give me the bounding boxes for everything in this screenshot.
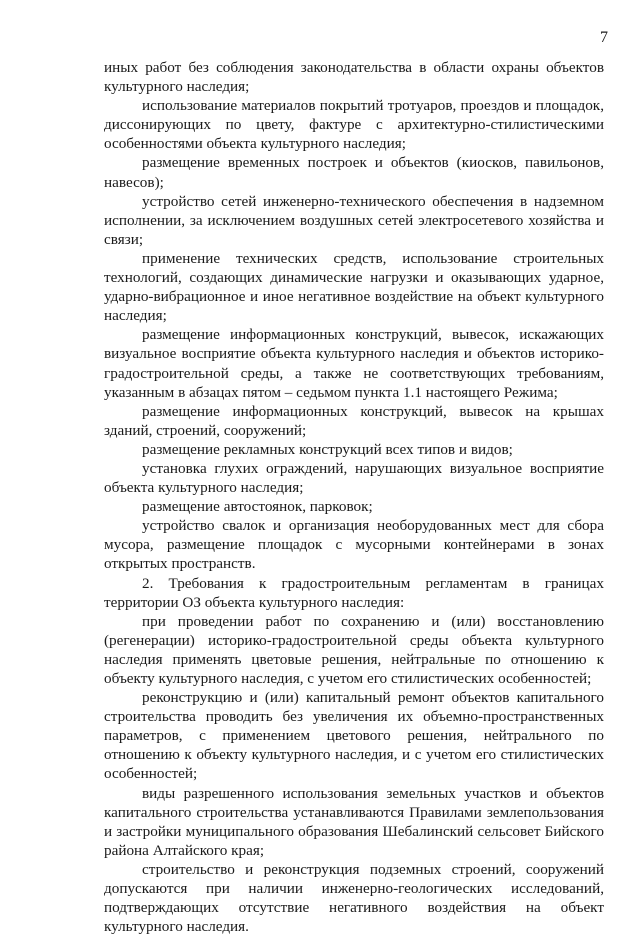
section-heading: 2. Требования к градостроительным регламентам в границах территории ОЗ объекта культурного наследия:	[104, 574, 604, 611]
paragraph: при проведении работ по сохранению и (или) восстановлению (регенерации) историко-градостроительной среды объекта культурного наследия применять цветовые решения, нейтральные по отношению к объекту культурного наследия, с учетом его стилистических особенностей;	[104, 612, 604, 687]
paragraph: размещение информационных конструкций, вывесок на крышах зданий, строений, сооружений;	[104, 402, 604, 439]
paragraph: иных работ без соблюдения законодательства в области охраны объектов культурного наследия;	[104, 59, 604, 96]
paragraph: использование материалов покрытий тротуаров, проездов и площадок, диссонирующих по цвету, фактуре с архитектурно-стилистическими особенностями объекта культурного наследия;	[104, 97, 604, 153]
document-body	[104, 58, 604, 936]
paragraph: устройство сетей инженерно-технического обеспечения в надземном исполнении, за исключением воздушных сетей электросетевого хозяйства и связи;	[104, 192, 604, 248]
paragraph: реконструкцию и (или) капитальный ремонт объектов капитального строительства проводить без увеличения их объемно-пространственных параметров, с применением цветового решения, нейтрального по отношению к объекту культурного наследия, и с учетом его стилистических особенностей;	[104, 689, 604, 783]
paragraph: строительство и реконструкция подземных строений, сооружений допускаются при наличии инженерно-геологических исследований, подтверждающих отсутствие негативного воздействия на объект культурного наследия.	[104, 860, 604, 936]
paragraph: размещение рекламных конструкций всех типов и видов;	[142, 440, 513, 458]
paragraph: виды разрешенного использования земельных участков и объектов капитального строительства устанавливаются Правилами землепользования и застройки муниципального образования Шебалинский сельсовет Бийского района Алтайского края;	[104, 784, 604, 859]
page-number: 7	[600, 29, 608, 46]
paragraph: размещение временных построек и объектов (киосков, павильонов, навесов);	[104, 154, 604, 191]
paragraph: размещение автостоянок, парковок;	[142, 498, 373, 516]
paragraph: установка глухих ограждений, нарушающих визуальное восприятие объекта культурного наследия;	[104, 459, 604, 497]
paragraph: устройство свалок и организация необорудованных мест для сбора мусора, размещение площадок с мусорными контейнерами в зонах открытых пространств.	[104, 517, 604, 573]
paragraph: применение технических средств, использование строительных технологий, создающих динамические нагрузки и оказывающих ударное, ударно-вибрационное и иное негативное воздействие на объект культурного наследия;	[104, 249, 604, 325]
paragraph: размещение информационных конструкций, вывесок, искажающих визуальное восприятие объекта культурного наследия и объектов историко-градостроительной среды, а также не соответствующих требованиям, указанным в абзацах пятом – седьмом пункта 1.1 настоящего Режима;	[104, 326, 604, 401]
